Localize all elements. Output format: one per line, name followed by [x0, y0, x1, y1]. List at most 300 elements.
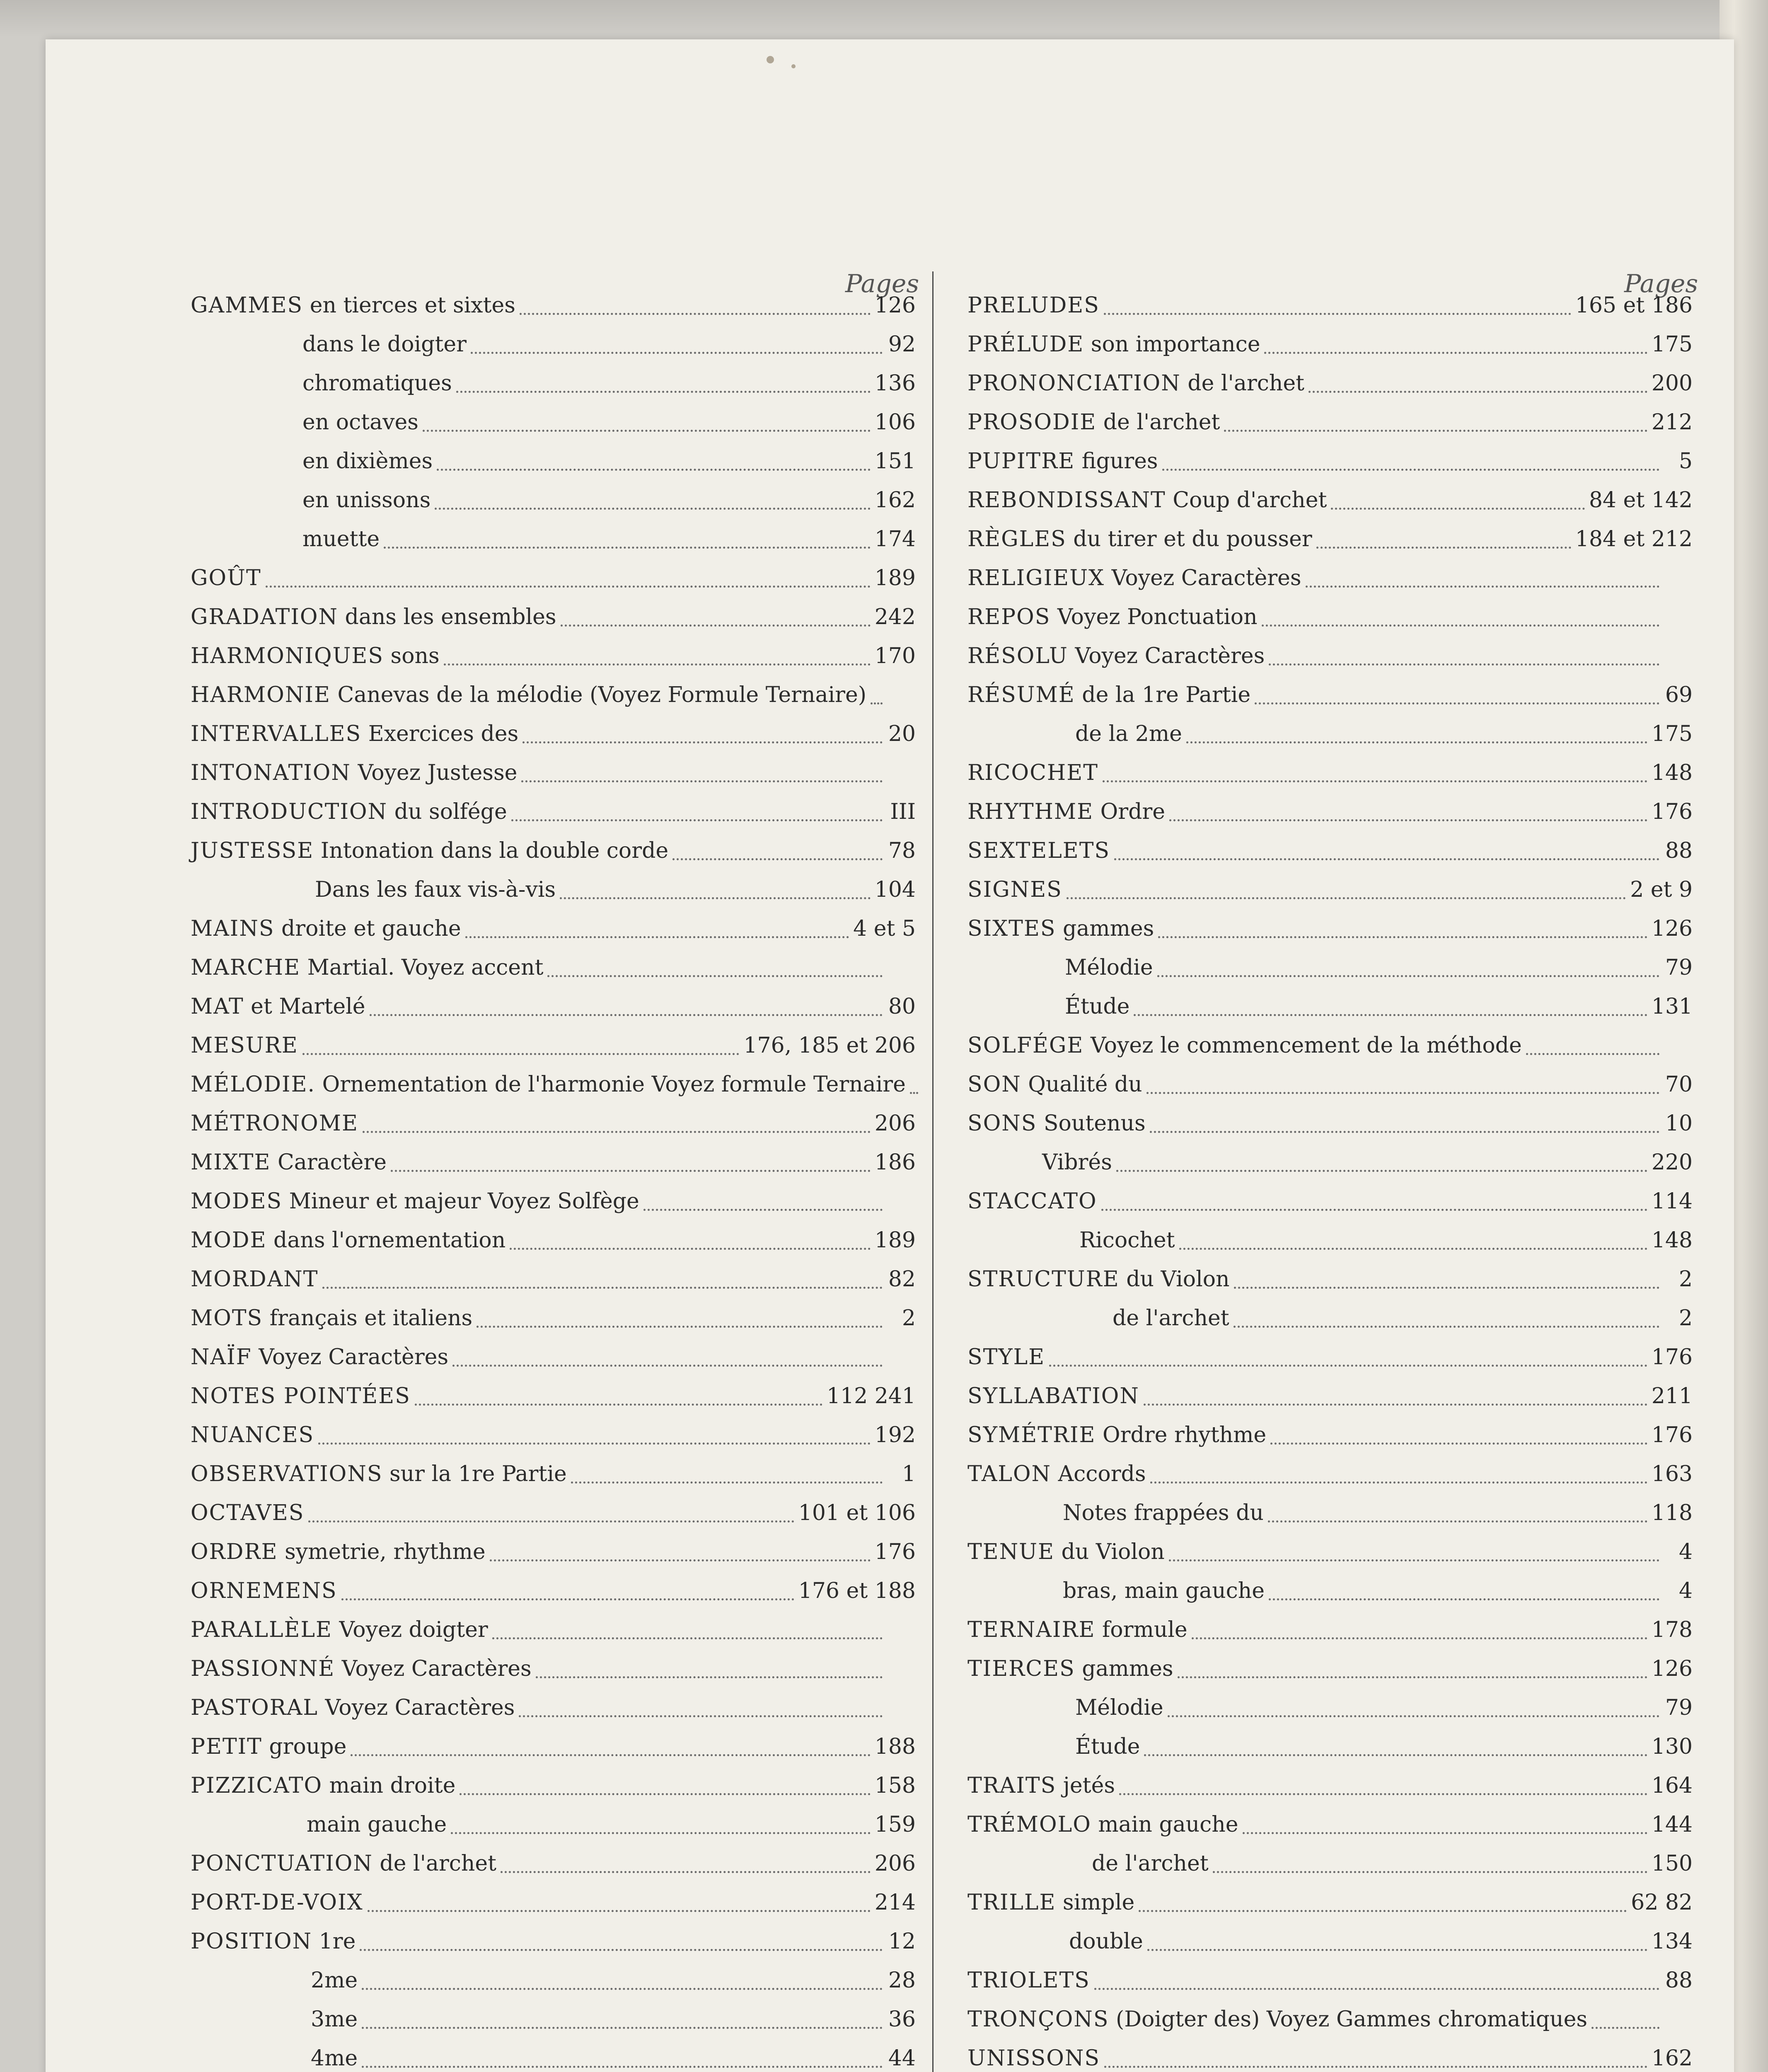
entry-subtopic: dans le doigter [302, 332, 467, 357]
index-entry [191, 1026, 916, 1065]
entry-subtopic: Vibrés [1042, 1150, 1112, 1175]
entry-label [191, 1922, 356, 1961]
entry-subtopic: figures [1075, 449, 1158, 474]
index-entry [191, 1766, 916, 1805]
index-entry [191, 792, 916, 831]
entry-label [191, 909, 461, 948]
page-number: 170 [874, 644, 916, 668]
index-entry [967, 403, 1693, 442]
entry-subtopic: Intonation dans la double corde [314, 838, 669, 863]
column-divider [932, 271, 934, 2072]
scan-top-band [0, 0, 1768, 37]
entry-heading: MAT [191, 994, 244, 1019]
index-entry [967, 987, 1693, 1026]
dot-leader [643, 1207, 883, 1211]
entry-heading: STYLE [967, 1345, 1045, 1370]
entry-subtopic: gammes [1075, 1656, 1173, 1681]
page-number: 82 [888, 1267, 916, 1292]
page-number: 214 [874, 1890, 916, 1915]
entry-label [191, 2039, 358, 2072]
page-number: 126 [1651, 916, 1693, 941]
page-number: 78 [888, 838, 916, 863]
dot-leader [435, 506, 870, 510]
index-entry [191, 637, 916, 675]
entry-heading: TRILLE [967, 1890, 1056, 1915]
index-entry [967, 1649, 1693, 1688]
page-number: 4 et 5 [853, 916, 916, 941]
index-entry [191, 1338, 916, 1377]
index-entry [967, 325, 1693, 364]
entry-subtopic: 1re [312, 1929, 356, 1954]
page-number: 151 [874, 449, 916, 474]
index-entry [967, 1493, 1693, 1532]
dot-leader [571, 1480, 883, 1484]
page-number: 192 [874, 1423, 916, 1447]
entry-heading: MODES [191, 1189, 283, 1214]
dot-leader [370, 1012, 883, 1016]
entry-label [967, 1805, 1238, 1844]
page-number: 101 et 106 [798, 1501, 916, 1525]
entry-label [191, 1727, 346, 1766]
index-entry [191, 559, 916, 598]
entry-subtopic: de la 1re Partie [1075, 683, 1251, 707]
entry-label [191, 1883, 363, 1922]
dot-leader [1224, 428, 1647, 432]
entry-label [191, 1299, 472, 1338]
entry-label [191, 598, 556, 637]
index-entry [191, 1727, 916, 1766]
index-entry [191, 1649, 916, 1688]
page-number: 162 [874, 488, 916, 513]
index-entry [967, 598, 1693, 637]
page-number: 200 [1651, 371, 1693, 396]
entry-subtopic: main gauche [307, 1812, 447, 1837]
dot-leader [1116, 1168, 1647, 1172]
dot-leader [456, 389, 871, 393]
entry-heading: JUSTESSE [191, 838, 314, 863]
index-entry [191, 481, 916, 520]
index-entry [967, 1377, 1693, 1416]
entry-heading: INTONATION [191, 760, 351, 785]
entry-label [191, 1844, 496, 1883]
index-entry [191, 286, 916, 325]
entry-heading: STACCATO [967, 1189, 1097, 1214]
dot-leader [322, 1285, 883, 1289]
entry-subtopic: Notes frappées du [1063, 1501, 1264, 1525]
dot-leader [368, 1908, 871, 1912]
page-number: 84 et 142 [1589, 488, 1693, 513]
page-number: 212 [1651, 410, 1693, 435]
page-number: 176 [874, 1539, 916, 1564]
entry-subtopic: chromatiques [302, 371, 452, 396]
page-number: 189 [874, 566, 916, 591]
dot-leader [1104, 2064, 1647, 2068]
entry-subtopic: bras, main gauche [1063, 1578, 1265, 1603]
entry-heading: INTERVALLES [191, 721, 362, 746]
entry-heading: RHYTHME [967, 799, 1094, 824]
entry-subtopic: Ordre [1093, 799, 1165, 824]
entry-subtopic: Mélodie [1065, 955, 1153, 980]
entry-heading: MÉLODIE. [191, 1072, 316, 1097]
entry-subtopic: Voyez Caractères [318, 1695, 515, 1720]
entry-heading: RÉSUMÉ [967, 683, 1075, 707]
index-entry [191, 1416, 916, 1455]
dot-leader [1146, 1090, 1659, 1094]
entry-heading: MIXTE [191, 1150, 271, 1175]
dot-leader [1158, 934, 1647, 938]
entry-subtopic: Accords [1051, 1462, 1146, 1486]
entry-label [967, 1844, 1209, 1883]
dot-leader [360, 1947, 883, 1951]
entry-subtopic: Coup d'archet [1166, 488, 1327, 513]
dot-leader [362, 2025, 883, 2029]
page-number: 79 [1665, 1695, 1693, 1720]
dot-leader [266, 584, 871, 588]
dot-leader [415, 1402, 822, 1406]
entry-label [967, 1688, 1163, 1727]
entry-heading: REPOS [967, 605, 1051, 629]
page-number: 44 [888, 2046, 916, 2071]
page-number: 2 [1679, 1267, 1693, 1292]
entry-label [191, 1571, 337, 1610]
page-number: 163 [1651, 1462, 1693, 1486]
entry-label [967, 1026, 1522, 1065]
entry-heading: POSITION [191, 1929, 312, 1954]
index-entry [191, 1260, 916, 1299]
entry-label [191, 1805, 447, 1844]
dot-leader [1186, 740, 1647, 743]
entry-heading: PONCTUATION [191, 1851, 373, 1876]
page-number: 12 [888, 1929, 916, 1954]
entry-heading: RICOCHET [967, 760, 1098, 785]
page-number: 2 et 9 [1630, 877, 1693, 902]
entry-label [191, 1377, 411, 1416]
page-number: 206 [874, 1851, 916, 1876]
dot-leader [522, 740, 883, 743]
entry-subtopic: double [1069, 1929, 1143, 1954]
entry-heading: PIZZICATO [191, 1773, 323, 1798]
entry-heading: SYMÉTRIE [967, 1423, 1096, 1447]
pages-label-right: Pages [1624, 269, 1698, 298]
entry-heading: INTRODUCTION [191, 799, 388, 824]
entry-label [191, 481, 431, 520]
entry-subtopic: groupe [262, 1734, 347, 1759]
entry-subtopic: du tirer et du pousser [1066, 527, 1312, 552]
index-entry [191, 325, 916, 364]
entry-subtopic: et Martelé [244, 994, 365, 1019]
index-entry [191, 2000, 916, 2039]
index-entry [191, 1377, 916, 1416]
index-entry [191, 364, 916, 403]
index-entry [967, 1688, 1693, 1727]
dot-leader [520, 311, 871, 315]
page-number: 4 [1679, 1539, 1693, 1564]
entry-label [967, 598, 1258, 637]
page-number: 186 [874, 1150, 916, 1175]
dot-leader [1269, 662, 1659, 666]
dot-leader [1168, 1714, 1659, 1717]
entry-heading: PASTORAL [191, 1695, 318, 1720]
entry-heading: REBONDISSANT [967, 488, 1166, 513]
entry-label [967, 1610, 1188, 1649]
entry-heading: PRONONCIATION [967, 371, 1181, 396]
entry-label [191, 520, 380, 559]
entry-label [191, 753, 517, 792]
dot-leader [501, 1869, 871, 1873]
entry-heading: MODE [191, 1228, 267, 1253]
entry-label [967, 2039, 1100, 2072]
entry-label [191, 1104, 358, 1143]
page-number: 174 [874, 527, 916, 552]
index-entry [191, 831, 916, 870]
book-page [46, 39, 1734, 2072]
entry-subtopic: en dixièmes [302, 449, 433, 474]
entry-label [191, 948, 543, 987]
entry-subtopic: Caractère [271, 1150, 387, 1175]
entry-label [967, 1377, 1139, 1416]
page-number: 126 [874, 293, 916, 318]
index-entry [967, 1610, 1693, 1649]
index-entry [967, 909, 1693, 948]
index-entry [967, 559, 1693, 598]
dot-leader [511, 818, 883, 821]
entry-subtopic: en unissons [302, 488, 431, 513]
entry-heading: STRUCTURE [967, 1267, 1120, 1292]
entry-label [967, 1571, 1265, 1610]
dot-leader [1144, 1752, 1647, 1756]
entry-subtopic: Ornementation de l'harmonie Voyez formule Ternaire [315, 1072, 906, 1097]
entry-subtopic: son importance [1084, 332, 1260, 357]
entry-subtopic: de l'archet [1092, 1851, 1209, 1876]
page-number: 69 [1665, 683, 1693, 707]
index-entry [191, 442, 916, 481]
index-entry [967, 792, 1693, 831]
dot-leader [351, 1752, 870, 1756]
entry-subtopic: 4me [311, 2046, 358, 2071]
page-number: 88 [1665, 838, 1693, 863]
entry-label [967, 831, 1110, 870]
entry-label [191, 637, 440, 675]
page-number: 165 et 186 [1575, 293, 1693, 318]
entry-label [191, 1338, 448, 1377]
index-entry [191, 1571, 916, 1610]
dot-leader [1192, 1636, 1647, 1639]
entry-heading: NAÏF [191, 1345, 252, 1370]
page-number: 175 [1651, 332, 1693, 357]
index-entry [967, 1532, 1693, 1571]
entry-label [967, 1104, 1146, 1143]
dot-leader [1147, 1947, 1647, 1951]
entry-subtopic: de l'archet [1180, 371, 1304, 396]
entry-subtopic: Voyez Caractères [252, 1345, 449, 1370]
dot-leader [560, 896, 871, 899]
page-number: 112 241 [826, 1384, 916, 1409]
index-entry [967, 1104, 1693, 1143]
entry-subtopic: de l'archet [1113, 1306, 1229, 1331]
dot-leader [1308, 389, 1647, 393]
entry-label [191, 1766, 455, 1805]
dot-leader [384, 545, 871, 549]
page-number: 1 [902, 1462, 916, 1486]
entry-label [967, 1727, 1140, 1766]
index-entry [967, 1260, 1693, 1299]
index-entry [191, 1299, 916, 1338]
dot-leader [465, 934, 849, 938]
entry-subtopic: jetés [1056, 1773, 1115, 1798]
entry-label [967, 909, 1154, 948]
entry-subtopic: simple [1056, 1890, 1135, 1915]
page-number: 118 [1651, 1501, 1693, 1525]
entry-heading: NOTES POINTÉES [191, 1384, 411, 1409]
dot-leader [510, 1246, 871, 1250]
dot-leader [1104, 311, 1571, 315]
index-entry [967, 948, 1693, 987]
page-number: 175 [1651, 721, 1693, 746]
entry-subtopic: Mélodie [1075, 1695, 1163, 1720]
page-number: 62 82 [1631, 1890, 1693, 1915]
dot-leader [1169, 1558, 1659, 1561]
index-entry [967, 714, 1693, 753]
index-entry [967, 637, 1693, 675]
entry-label [191, 1026, 298, 1065]
entry-heading: MESURE [191, 1033, 298, 1058]
index-entry [191, 1688, 916, 1727]
dot-leader [444, 662, 871, 666]
entry-subtopic: main gauche [1091, 1812, 1238, 1837]
index-column-left [191, 286, 916, 2072]
entry-heading: TRONÇONS [967, 2007, 1109, 2032]
page-number: 5 [1679, 449, 1693, 474]
entry-heading: TRÉMOLO [967, 1812, 1091, 1837]
index-entry [191, 520, 916, 559]
index-entry [967, 442, 1693, 481]
index-entry [967, 753, 1693, 792]
entry-subtopic: Ordre rhythme [1096, 1423, 1267, 1447]
index-entry [191, 870, 916, 909]
index-entry [967, 1727, 1693, 1766]
dot-leader [452, 1363, 883, 1367]
page-number: 242 [874, 605, 916, 629]
dot-leader [423, 428, 871, 432]
entry-subtopic: Voyez Justesse [351, 760, 518, 785]
index-entry [967, 1221, 1693, 1260]
age-spot [791, 64, 796, 68]
page-number: 2 [1679, 1306, 1693, 1331]
page-number: 130 [1651, 1734, 1693, 1759]
entry-subtopic: français et italiens [263, 1306, 473, 1331]
dot-leader [471, 350, 883, 354]
dot-leader [672, 857, 883, 860]
page-number: 104 [874, 877, 916, 902]
entry-label [967, 1455, 1146, 1493]
entry-label [967, 753, 1098, 792]
entry-subtopic: main droite [322, 1773, 456, 1798]
dot-leader [1264, 350, 1647, 354]
entry-label [967, 1416, 1266, 1455]
page-number: 126 [1651, 1656, 1693, 1681]
entry-label [191, 831, 668, 870]
entry-heading: HARMONIE [191, 683, 331, 707]
entry-label [967, 948, 1153, 987]
entry-label [191, 2000, 358, 2039]
page-number: 158 [874, 1773, 916, 1798]
index-entry [967, 1922, 1693, 1961]
page-number: 106 [874, 410, 916, 435]
page-number: 114 [1651, 1189, 1693, 1214]
page-number: 2 [902, 1306, 916, 1331]
entry-subtopic: Exercices des [361, 721, 519, 746]
entry-heading: SYLLABATION [967, 1384, 1139, 1409]
entry-subtopic: dans les ensembles [338, 605, 556, 629]
entry-label [191, 442, 433, 481]
page-number: 164 [1651, 1773, 1693, 1798]
index-entry [191, 1493, 916, 1532]
page-number: 150 [1651, 1851, 1693, 1876]
index-entry [967, 870, 1693, 909]
index-entry [191, 1065, 916, 1104]
dot-leader [1103, 779, 1647, 782]
page-number: 134 [1651, 1929, 1693, 1954]
entry-subtopic: en tierces et sixtes [303, 293, 515, 318]
dot-leader [1234, 1285, 1659, 1289]
index-entry [967, 831, 1693, 870]
entry-subtopic: de l'archet [1096, 410, 1220, 435]
dot-leader [1049, 1363, 1647, 1367]
entry-heading: TIERCES [967, 1656, 1075, 1681]
entry-heading: MOTS [191, 1306, 263, 1331]
entry-label [967, 1260, 1230, 1299]
entry-subtopic: symetrie, rhythme [278, 1539, 486, 1564]
entry-heading: PROSODIE [967, 410, 1097, 435]
index-entry [967, 1182, 1693, 1221]
index-entry [967, 1299, 1693, 1338]
page-number: 206 [874, 1111, 916, 1136]
dot-leader [437, 467, 871, 471]
entry-heading: PUPITRE [967, 449, 1075, 474]
index-entry [967, 675, 1693, 714]
entry-heading: HARMONIQUES [191, 644, 384, 668]
entry-heading: TALON [967, 1462, 1052, 1486]
page-number: 28 [888, 1968, 916, 1993]
dot-leader [362, 2064, 883, 2068]
entry-heading: SEXTELETS [967, 838, 1110, 863]
page-number: III [890, 799, 916, 824]
entry-subtopic: Qualité du [1021, 1072, 1142, 1097]
page-number: 176 [1651, 1345, 1693, 1370]
entry-subtopic: sons [384, 644, 440, 668]
entry-label [191, 364, 452, 403]
index-entry [967, 2039, 1693, 2072]
entry-heading: SONS [967, 1111, 1037, 1136]
page-number: 176 [1651, 1423, 1693, 1447]
dot-leader [1213, 1869, 1647, 1873]
dot-leader [1101, 1207, 1647, 1211]
dot-leader [1150, 1480, 1647, 1484]
entry-label [967, 1065, 1142, 1104]
index-entry [967, 286, 1693, 325]
entry-heading: PRÉLUDE [967, 332, 1084, 357]
entry-subtopic: 2me [311, 1968, 358, 1993]
dot-leader [490, 1558, 871, 1561]
entry-label [191, 714, 518, 753]
entry-subtopic: Étude [1065, 994, 1130, 1019]
entry-heading: GRADATION [191, 605, 338, 629]
dot-leader [536, 1675, 883, 1678]
dot-leader [391, 1168, 871, 1172]
entry-heading: MÉTRONOME [191, 1111, 359, 1136]
entry-label [967, 1182, 1097, 1221]
dot-leader [363, 1129, 871, 1133]
